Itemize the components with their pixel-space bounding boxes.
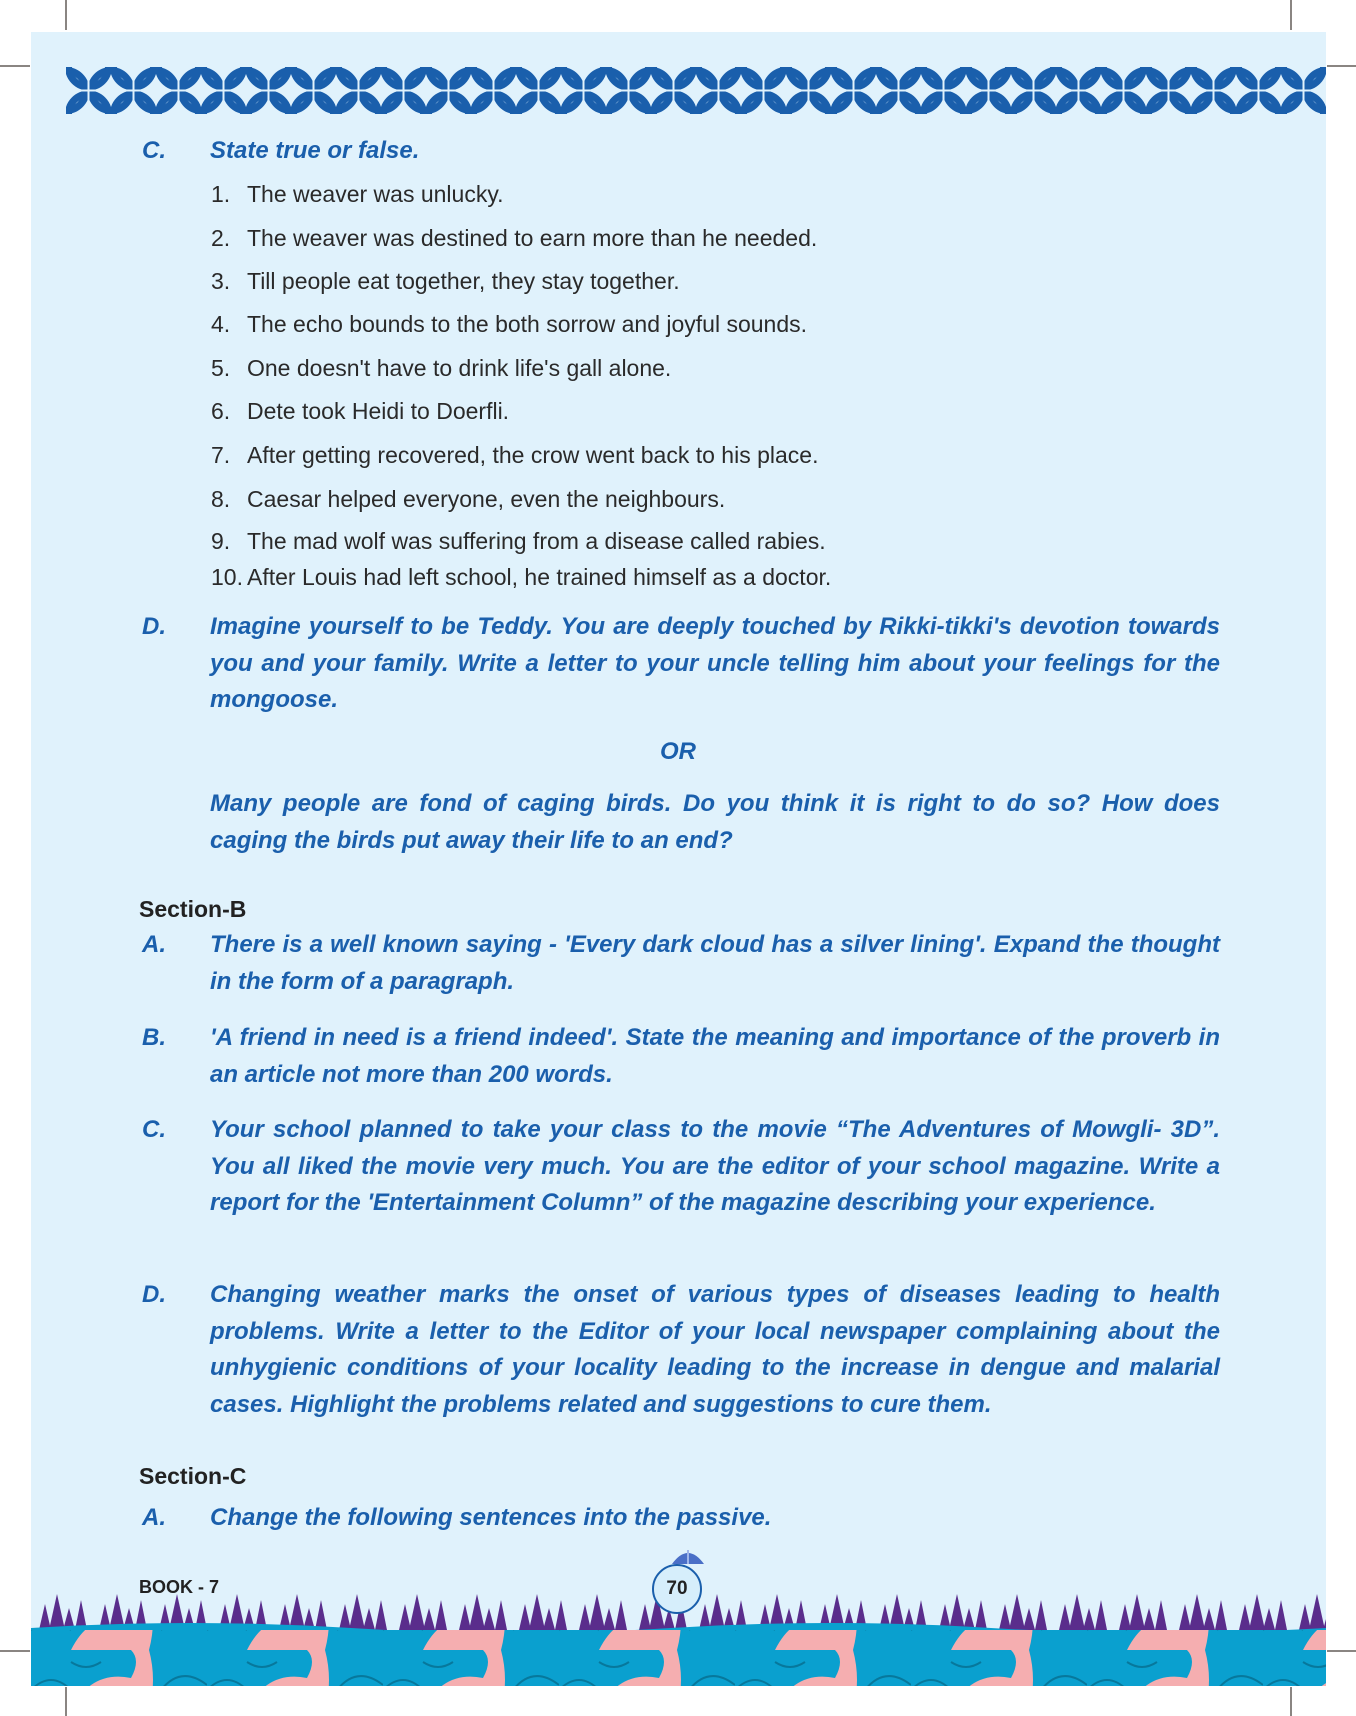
item-text: After getting recovered, the crow went back to his place.: [247, 442, 819, 468]
question-text: Imagine yourself to be Teddy. You are deeply touched by Rikki-tikki's devotion towards you and your family. Write a letter to your uncle telling him about your feelings for the mongoose.: [210, 613, 1220, 713]
question-label: A.: [142, 931, 166, 958]
question-text: There is a well known saying - 'Every dark cloud has a silver lining'. Expand the thought in the form of a paragraph.: [210, 931, 1220, 995]
item-number: 3.: [211, 268, 231, 294]
question-text: 'A friend in need is a friend indeed'. State the meaning and importance of the proverb in an article not more than 200 words.: [210, 1024, 1220, 1088]
item-text: The mad wolf was suffering from a disease called rabies.: [247, 528, 826, 554]
item-text: The echo bounds to the both sorrow and joyful sounds.: [247, 311, 808, 337]
item-number: 5.: [211, 355, 231, 381]
item-number: 6.: [211, 398, 231, 424]
page-number: 70: [652, 1564, 702, 1614]
item-number: 7.: [211, 442, 231, 468]
section-heading: Section-C: [139, 1463, 247, 1489]
question-text: Changing weather marks the onset of various types of diseases leading to health problems. Write a letter to the Editor of your local newspaper complaining about the unhygienic conditions of your locality leading to the increase in dengue and malarial cases. Highlight the problems related and suggestions to cure them.: [210, 1281, 1220, 1418]
item-text: Dete took Heidi to Doerfli.: [247, 398, 510, 424]
item-number: 10.: [211, 564, 243, 590]
crop-mark: [0, 65, 30, 67]
question-label: D.: [142, 1281, 166, 1308]
book-label: BOOK - 7: [139, 1577, 220, 1597]
crop-mark: [1327, 1650, 1356, 1652]
item-text: After Louis had left school, he trained himself as a doctor.: [246, 564, 832, 590]
list-item: [211, 564, 831, 591]
item-number: 2.: [211, 225, 231, 251]
item-text: The weaver was unlucky.: [247, 181, 504, 207]
list-item: [211, 442, 818, 469]
crop-mark: [1290, 1687, 1292, 1716]
list-item: [211, 486, 725, 513]
question-label: A.: [142, 1504, 166, 1531]
item-number: 8.: [211, 486, 231, 512]
list-item: [211, 181, 504, 208]
list-item: [211, 355, 671, 382]
crop-mark: [65, 1687, 67, 1716]
item-number: 9.: [211, 528, 231, 554]
section-heading: Section-B: [139, 896, 247, 922]
question-label: B.: [142, 1024, 166, 1051]
item-text: The weaver was destined to earn more than he needed.: [247, 225, 818, 251]
crop-mark: [1290, 0, 1292, 30]
question-text: Change the following sentences into the passive.: [210, 1504, 772, 1531]
question-text: Your school planned to take your class to the movie “The Adventures of Mowgli- 3D”. You all liked the movie very much. You are the editor of your school magazine. Write a report for the 'Entertainment Column” of the magazine describing your experience.: [210, 1116, 1220, 1216]
crop-mark: [0, 1650, 30, 1652]
crop-mark: [65, 0, 67, 30]
list-item: [211, 268, 680, 295]
item-number: 4.: [211, 311, 231, 337]
list-item: [211, 225, 817, 252]
list-item: [211, 311, 807, 338]
item-text: Caesar helped everyone, even the neighbours.: [247, 486, 726, 512]
question-label: C.: [142, 137, 166, 164]
item-text: Till people eat together, they stay together.: [247, 268, 680, 294]
item-text: One doesn't have to drink life's gall alone.: [247, 355, 672, 381]
item-number: 1.: [211, 181, 231, 207]
crop-mark: [1327, 65, 1356, 67]
question-title: State true or false.: [210, 137, 420, 164]
question-text-alternative: Many people are fond of caging birds. Do you think it is right to do so? How does caging the birds put away their life to an end?: [210, 790, 1220, 854]
or-separator: OR: [660, 738, 696, 765]
list-item: [211, 398, 509, 425]
question-label: C.: [142, 1116, 166, 1143]
question-label: D.: [142, 613, 166, 640]
decorative-border-pattern: [66, 67, 1326, 114]
list-item: [211, 528, 826, 555]
